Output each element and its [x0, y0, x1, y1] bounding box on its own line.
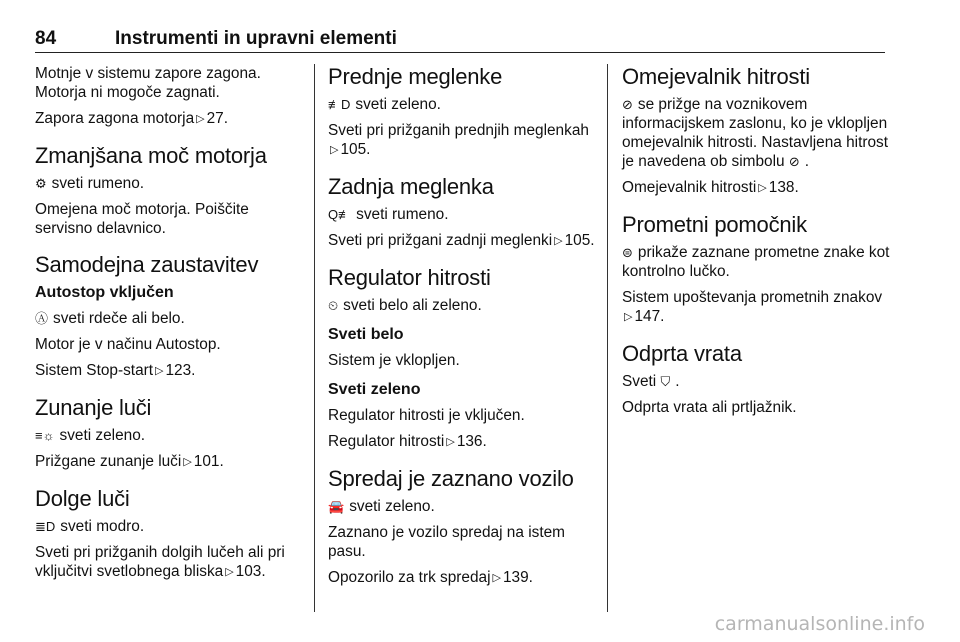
- paragraph: Q≢ sveti rumeno.: [328, 206, 449, 223]
- autostop-icon: Ⓐ: [35, 311, 49, 326]
- section-title: Zadnja meglenka: [328, 174, 494, 199]
- page-ref-icon: ▷: [225, 566, 234, 578]
- high-beam-icon: ≣D: [35, 519, 56, 534]
- subsection-title: Sveti belo: [328, 326, 404, 343]
- page-ref-icon: ▷: [330, 144, 339, 156]
- speed-limiter-icon: ⊘: [622, 97, 633, 112]
- page-ref-link[interactable]: 101.: [193, 453, 224, 470]
- section-title: Samodejna zaustavitev: [35, 252, 259, 277]
- page-ref-link[interactable]: 123.: [165, 362, 196, 379]
- paragraph: ≣D sveti modro.: [35, 518, 145, 535]
- page-ref-icon: ▷: [183, 456, 192, 468]
- page-ref-icon: ▷: [446, 436, 455, 448]
- page-ref-icon: ▷: [196, 113, 205, 125]
- paragraph: ⚙ sveti rumeno.: [35, 175, 145, 192]
- paragraph: Zapora zagona motorja ▷ 27.: [35, 110, 229, 127]
- section-title: Prometni pomočnik: [622, 212, 807, 237]
- paragraph: Odprta vrata ali prtljažnik.: [622, 399, 797, 416]
- paragraph: Motor je v načinu Autostop.: [35, 336, 221, 353]
- paragraph: Sistem je vklopljen.: [328, 352, 460, 369]
- paragraph: Zaznano je vozilo spredaj na istem pasu.: [328, 524, 565, 560]
- door-open-icon: ⛉: [660, 374, 671, 389]
- engine-power-icon: ⚙: [35, 176, 47, 191]
- page-ref-link[interactable]: 27.: [206, 110, 229, 127]
- paragraph: Sistem upoštevanja prometnih znakov▷ 147.: [622, 289, 883, 325]
- paragraph: Regulator hitrosti ▷ 136.: [328, 433, 487, 450]
- section-title: Zmanjšana moč motorja: [35, 143, 267, 168]
- page-ref-icon: ▷: [492, 572, 501, 584]
- header-title: Instrumenti in upravni elementi: [115, 28, 397, 49]
- paragraph: Ⓐ sveti rdeče ali belo.: [35, 310, 185, 327]
- paragraph: ⊜ prikaže zaznane prometne znake kot kontrolno lučko.: [622, 244, 890, 280]
- column-divider: [314, 64, 315, 612]
- section-title: Spredaj je zaznano vozilo: [328, 466, 574, 491]
- front-fog-light-icon: ≢D: [328, 97, 351, 112]
- section-title: Omejevalnik hitrosti: [622, 64, 810, 89]
- paragraph: Motnje v sistemu zapore zagona. Motorja ni mogoče zagnati.: [35, 65, 261, 101]
- traffic-sign-icon: ⊜: [622, 245, 633, 260]
- page-ref-icon: ▷: [624, 311, 633, 323]
- paragraph: Sveti pri prižgani zadnji meglenki ▷ 105.: [328, 232, 595, 249]
- page-header: [35, 26, 885, 53]
- paragraph: ≢D sveti zeleno.: [328, 96, 441, 113]
- page-ref-icon: ▷: [554, 235, 563, 247]
- paragraph: Omejena moč motorja. Poiščite servisno delavnico.: [35, 201, 249, 237]
- section-title: Odprta vrata: [622, 341, 742, 366]
- section-title: Zunanje luči: [35, 395, 152, 420]
- page-ref-link[interactable]: 139.: [503, 569, 533, 586]
- paragraph: ≡☼ sveti zeleno.: [35, 427, 146, 444]
- paragraph: Sveti ⛉ .: [622, 373, 680, 390]
- page-ref-link[interactable]: 138.: [768, 179, 799, 196]
- column-1: [35, 64, 303, 589]
- subsection-title: Sveti zeleno: [328, 381, 421, 398]
- page-ref-link[interactable]: 103.: [235, 563, 266, 580]
- paragraph: 🚘 sveti zeleno.: [328, 498, 435, 515]
- paragraph: Sveti pri prižganih prednjih meglenkah▷ 105.: [328, 122, 589, 158]
- section-title: Dolge luči: [35, 486, 130, 511]
- page-ref-link[interactable]: 105.: [340, 141, 371, 158]
- column-2: [328, 64, 596, 595]
- column-3: [622, 64, 890, 424]
- section-title: Prednje meglenke: [328, 64, 503, 89]
- paragraph: Sveti pri prižganih dolgih lučeh ali pri vključitvi svetlobnega bliska ▷ 103.: [35, 544, 285, 580]
- paragraph: Sistem Stop-start ▷ 123.: [35, 362, 196, 379]
- page-number: 84: [35, 28, 57, 49]
- paragraph: Regulator hitrosti je vključen.: [328, 407, 525, 424]
- page-ref-icon: ▷: [758, 182, 767, 194]
- subsection-title: Autostop vključen: [35, 284, 174, 301]
- rear-fog-light-icon: Q≢: [328, 207, 352, 222]
- paragraph: Opozorilo za trk spredaj ▷ 139.: [328, 569, 533, 586]
- cruise-control-icon: ⏲: [328, 298, 339, 313]
- column-divider: [607, 64, 608, 612]
- page-ref-link[interactable]: 105.: [564, 232, 595, 249]
- exterior-lights-icon: ≡☼: [35, 428, 55, 443]
- paragraph: Prižgane zunanje luči ▷ 101.: [35, 453, 224, 470]
- vehicle-ahead-icon: 🚘: [328, 499, 345, 514]
- page-ref-icon: ▷: [155, 365, 164, 377]
- paragraph: ⏲ sveti belo ali zeleno.: [328, 297, 482, 314]
- watermark: carmanualsonline.info: [714, 613, 925, 635]
- speed-limiter-icon: ⊘: [788, 154, 800, 169]
- page-ref-link[interactable]: 147.: [634, 308, 665, 325]
- paragraph: ⊘ se prižge na voznikovem informacijskem zaslonu, ko je vklopljen omejevalnik hitrosti. Nastavljena hitrost je navedena ob simbolu ⊘ .: [622, 96, 889, 170]
- section-title: Regulator hitrosti: [328, 265, 491, 290]
- page-ref-link[interactable]: 136.: [456, 433, 487, 450]
- paragraph: Omejevalnik hitrosti ▷ 138.: [622, 179, 799, 196]
